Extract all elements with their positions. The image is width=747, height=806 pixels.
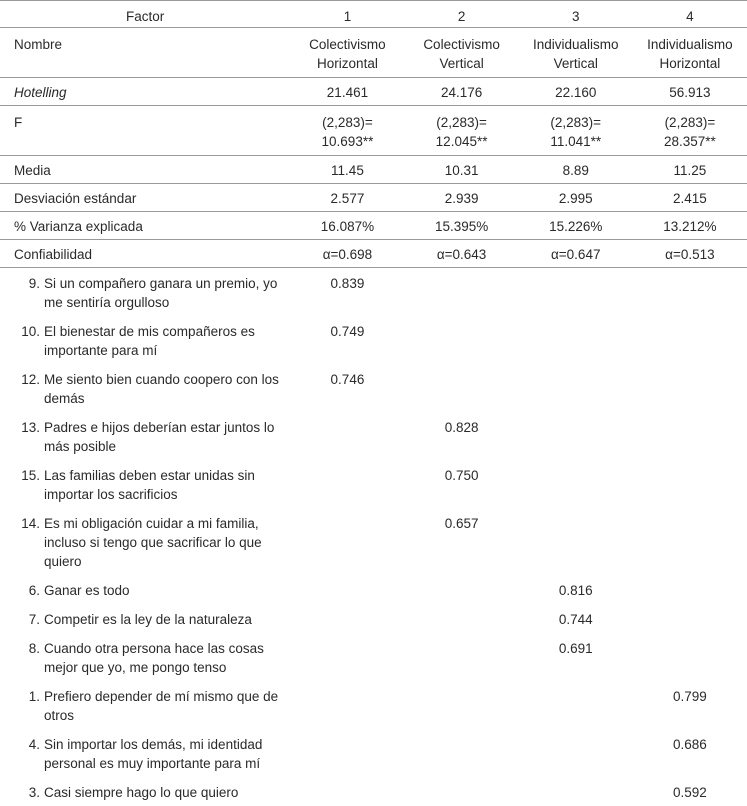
loading-cell-2: 0.657: [444, 516, 479, 531]
media-cell-3: 8.89: [519, 156, 633, 184]
confiabilidad-cell-4: α=0.513: [633, 240, 747, 268]
loading-cell-4: [633, 412, 747, 460]
loading-cell-2: [405, 681, 519, 729]
row-label: F: [0, 106, 290, 156]
item-number: 14.: [21, 516, 40, 531]
item-label: [0, 268, 290, 317]
f-row: [0, 106, 747, 156]
item-number: 6.: [28, 583, 40, 598]
item-text: Si un compañero ganara un premio, yo me sentiría orgulloso: [44, 276, 278, 310]
item-text: Padres e hijos deberían estar juntos lo más posible: [44, 420, 275, 454]
loading-cell-3: 0.691: [558, 641, 593, 656]
loading-cell-3: [519, 460, 633, 508]
item-label: [0, 460, 290, 508]
item-row: [0, 575, 747, 604]
loading-cell-3: [519, 268, 633, 317]
loading-cell-2: [405, 268, 519, 317]
hotelling-cell-2: 24.176: [405, 78, 519, 106]
item-text: Prefiero depender de mí mismo que de otros: [44, 689, 279, 723]
f-cell-1: (2,283)= 10.693**: [290, 106, 404, 156]
item-label: [0, 575, 290, 604]
item-row: [0, 268, 747, 317]
loading-cell-1: 0.746: [330, 372, 365, 387]
item-number: 3.: [28, 785, 40, 800]
media-row: [0, 156, 747, 184]
nombre-cell-1: Colectivismo Horizontal: [290, 28, 404, 78]
loading-cell-2: [405, 777, 519, 806]
f-cell-3: (2,283)= 11.041**: [519, 106, 633, 156]
loading-cell-4: [633, 460, 747, 508]
loading-cell-2: 0.750: [444, 468, 479, 483]
loading-cell-4: 0.592: [673, 785, 707, 800]
loading-cell-1: [290, 575, 404, 604]
loading-cell-1: [290, 681, 404, 729]
row-label: Desviación estándar: [0, 184, 290, 212]
confiabilidad-cell-2: α=0.643: [405, 240, 519, 268]
loading-cell-4: 0.799: [673, 689, 707, 704]
item-label: [0, 681, 290, 729]
item-row: [0, 508, 747, 575]
loading-cell-4: [633, 508, 747, 575]
loading-cell-1: [290, 777, 404, 806]
confiabilidad-cell-1: α=0.698: [290, 240, 404, 268]
loading-cell-2: [405, 729, 519, 777]
loading-cell-3: [519, 681, 633, 729]
header-row: [0, 1, 747, 28]
item-label: [0, 604, 290, 633]
loading-cell-4: [633, 604, 747, 633]
loading-cell-2: [405, 316, 519, 364]
media-cell-4: 11.25: [633, 156, 747, 184]
loading-cell-3: [519, 508, 633, 575]
nombre-cell-3: Individualismo Vertical: [519, 28, 633, 78]
item-row: [0, 681, 747, 729]
item-row: [0, 633, 747, 681]
confiabilidad-row: [0, 240, 747, 268]
loading-cell-4: [633, 316, 747, 364]
loading-cell-3: 0.816: [558, 583, 593, 598]
factor-number-1: 1: [290, 1, 404, 28]
row-label: Media: [0, 156, 290, 184]
item-text: Las familias deben estar unidas sin importar los sacrificios: [44, 468, 255, 502]
factor-number-3: 3: [519, 1, 633, 28]
media-cell-2: 10.31: [405, 156, 519, 184]
item-number: 13.: [21, 420, 40, 435]
desviacion-cell-3: 2.995: [519, 184, 633, 212]
loading-cell-2: [405, 633, 519, 681]
varianza-cell-2: 15.395%: [405, 212, 519, 240]
item-text: Competir es la ley de la naturaleza: [44, 612, 252, 627]
item-label: [0, 412, 290, 460]
row-label: Nombre: [0, 28, 290, 78]
loading-cell-1: [290, 604, 404, 633]
loading-cell-4: [633, 364, 747, 412]
confiabilidad-cell-3: α=0.647: [519, 240, 633, 268]
loading-cell-3: [519, 412, 633, 460]
loading-cell-4: 0.686: [673, 737, 707, 752]
desviacion-row: [0, 184, 747, 212]
item-number: 7.: [28, 612, 40, 627]
loading-cell-4: [633, 633, 747, 681]
item-number: 9.: [28, 276, 40, 291]
loading-cell-3: [519, 729, 633, 777]
item-row: [0, 460, 747, 508]
row-label: Hotelling: [0, 78, 290, 106]
loading-cell-2: [405, 604, 519, 633]
item-text: Cuando otra persona hace las cosas mejor que yo, me pongo tenso: [44, 641, 264, 675]
item-number: 8.: [28, 641, 40, 656]
item-row: [0, 316, 747, 364]
item-text: Sin importar los demás, mi identidad personal es muy importante para mí: [44, 737, 263, 771]
loading-cell-4: [633, 268, 747, 317]
loading-cell-3: 0.744: [558, 612, 593, 627]
varianza-cell-3: 15.226%: [519, 212, 633, 240]
loading-cell-1: [290, 412, 404, 460]
item-label: [0, 508, 290, 575]
loading-cell-1: 0.749: [330, 324, 365, 339]
row-label: % Varianza explicada: [0, 212, 290, 240]
media-cell-1: 11.45: [290, 156, 404, 184]
item-row: [0, 729, 747, 777]
loading-cell-1: 0.839: [330, 276, 365, 291]
item-label: [0, 633, 290, 681]
f-cell-4: (2,283)= 28.357**: [633, 106, 747, 156]
item-row: [0, 412, 747, 460]
nombre-row: [0, 28, 747, 78]
item-label: [0, 364, 290, 412]
loading-cell-1: [290, 460, 404, 508]
hotelling-row: [0, 78, 747, 106]
factor-number-4: 4: [633, 1, 747, 28]
hotelling-cell-3: 22.160: [519, 78, 633, 106]
loading-cell-3: [519, 316, 633, 364]
item-label: [0, 777, 290, 806]
item-label: [0, 729, 290, 777]
loading-cell-1: [290, 508, 404, 575]
item-text: Ganar es todo: [44, 583, 130, 598]
hotelling-cell-1: 21.461: [290, 78, 404, 106]
loading-cell-3: [519, 364, 633, 412]
varianza-cell-1: 16.087%: [290, 212, 404, 240]
item-number: 12.: [21, 372, 40, 387]
varianza-cell-4: 13.212%: [633, 212, 747, 240]
item-number: 1.: [28, 689, 40, 704]
factor-label: Factor: [0, 1, 290, 28]
nombre-cell-4: Individualismo Horizontal: [633, 28, 747, 78]
varianza-row: [0, 212, 747, 240]
loading-cell-3: [519, 777, 633, 806]
item-number: 15.: [21, 468, 40, 483]
item-text: Me siento bien cuando coopero con los demás: [44, 372, 279, 406]
loading-cell-4: [633, 575, 747, 604]
desviacion-cell-4: 2.415: [633, 184, 747, 212]
item-number: 10.: [21, 324, 40, 339]
loading-cell-2: 0.828: [444, 420, 479, 435]
item-text: El bienestar de mis compañeros es importante para mí: [44, 324, 255, 358]
loading-cell-2: [405, 364, 519, 412]
f-cell-2: (2,283)= 12.045**: [405, 106, 519, 156]
item-row: [0, 604, 747, 633]
item-row: [0, 364, 747, 412]
factor-number-2: 2: [405, 1, 519, 28]
loading-cell-2: [405, 575, 519, 604]
item-row: [0, 777, 747, 806]
item-text: Es mi obligación cuidar a mi familia, incluso si tengo que sacrificar lo que quiero: [44, 516, 262, 569]
hotelling-cell-4: 56.913: [633, 78, 747, 106]
item-number: 4.: [28, 737, 40, 752]
item-label: [0, 316, 290, 364]
loading-cell-1: [290, 729, 404, 777]
nombre-cell-2: Colectivismo Vertical: [405, 28, 519, 78]
loading-cell-1: [290, 633, 404, 681]
desviacion-cell-2: 2.939: [405, 184, 519, 212]
item-text: Casi siempre hago lo que quiero: [44, 785, 239, 800]
desviacion-cell-1: 2.577: [290, 184, 404, 212]
row-label: Confiabilidad: [0, 240, 290, 268]
